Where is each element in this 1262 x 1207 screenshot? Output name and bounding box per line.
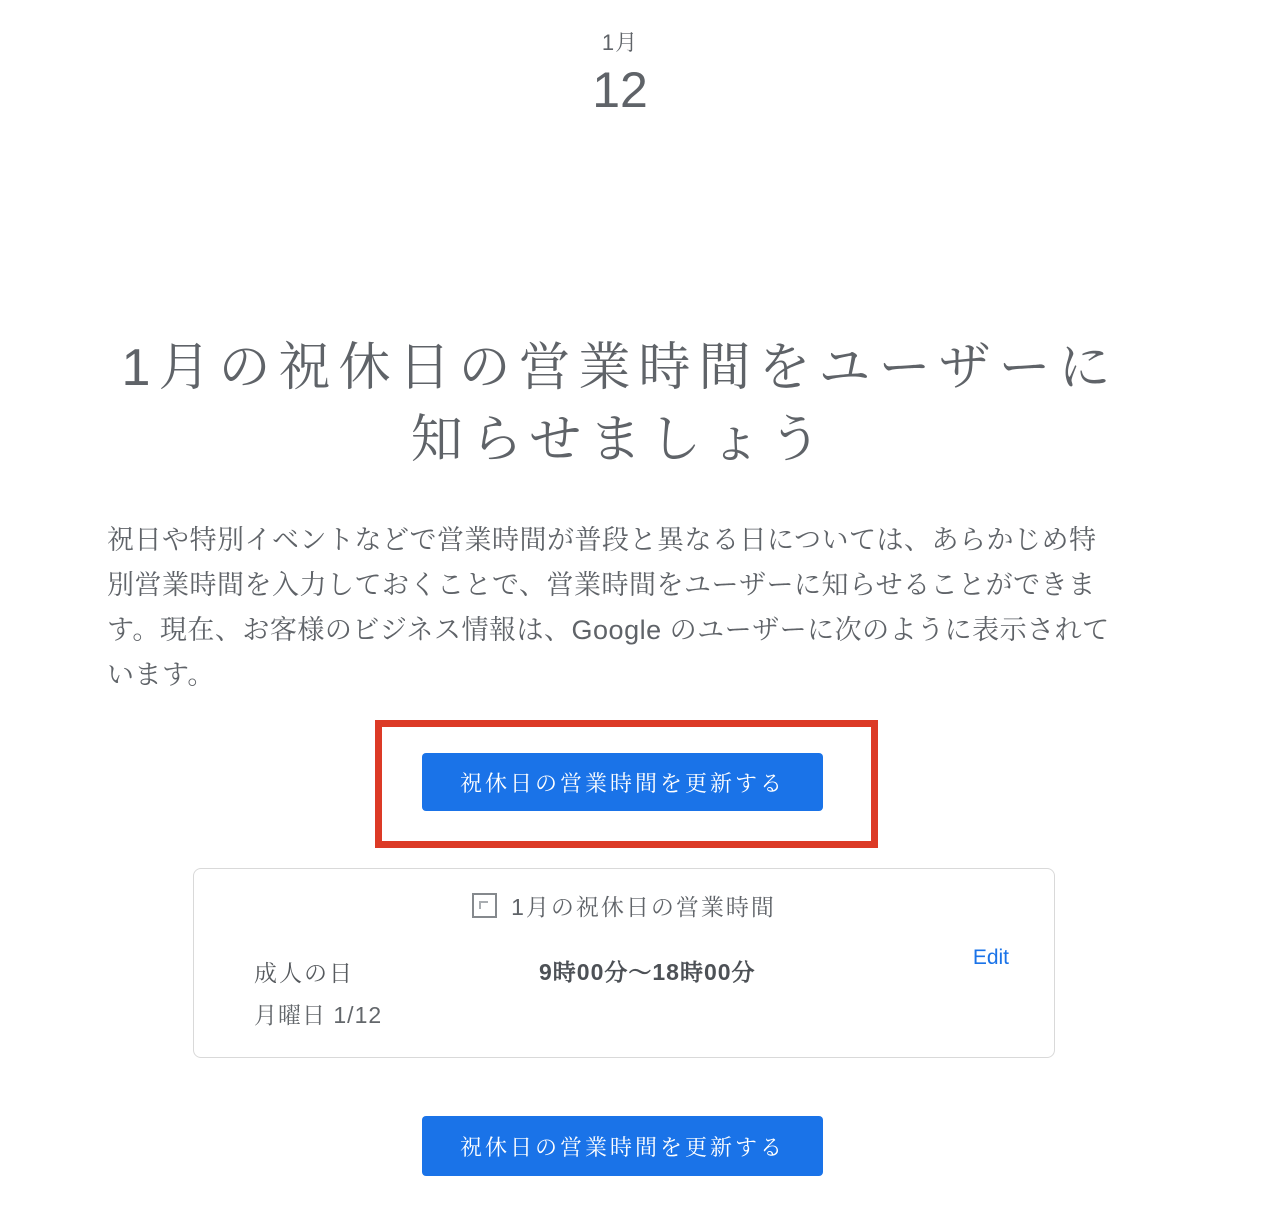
date-badge [104,30,1136,116]
page-title: 1月の祝休日の営業時間をユーザーに知らせましょう [121,339,1119,469]
date-day-label: 12 [592,62,648,118]
holiday-hours-card [193,868,1055,1058]
intro-paragraph: 祝日や特別イベントなどで営業時間が普段と異なる日については、あらかじめ特別営業時間を入力しておくことで、営業時間をユーザーに知らせることができます。現在、お客様のビジネス情報は、Google のユーザーに次のように表示されています。 [107,525,1110,690]
update-holiday-hours-button-bottom[interactable]: 祝休日の営業時間を更新する [422,1116,823,1176]
broken-image-icon [472,893,497,918]
holiday-name: 成人の日 [254,960,354,986]
date-month-label: 1月 [601,30,639,55]
holiday-hours-value: 9時00分～18時00分 [539,959,756,985]
edit-link[interactable]: Edit [972,946,1009,969]
holiday-date: 月曜日 1/12 [254,1002,383,1028]
hours-card-title: 1月の祝休日の営業時間 [511,894,776,920]
update-holiday-hours-button-top[interactable]: 祝休日の営業時間を更新する [422,753,823,811]
hours-card-header [194,889,1054,922]
